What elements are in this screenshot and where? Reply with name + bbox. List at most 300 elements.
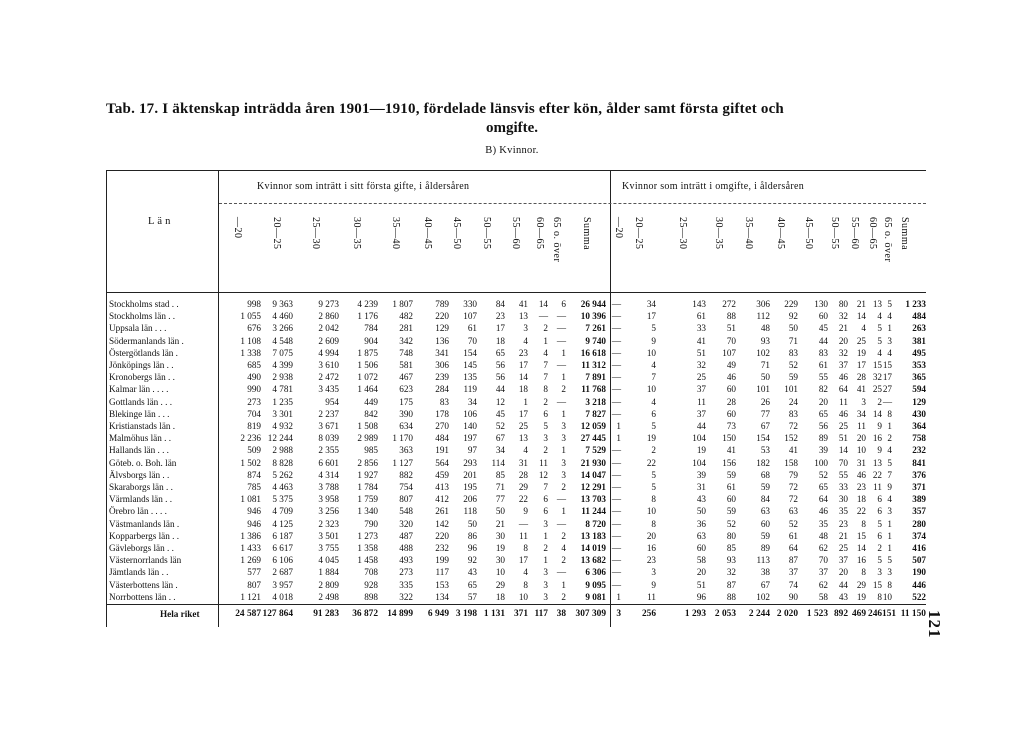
count-cell: 23 — [856, 482, 866, 492]
count-cell: 201 — [463, 469, 477, 480]
count-cell: 32 — [838, 347, 848, 358]
count-cell: — — [611, 396, 621, 407]
count-cell: 3 — [877, 567, 882, 578]
summa-remarriage-cell: 11 150 — [900, 609, 926, 619]
count-cell: 34 — [467, 396, 477, 407]
count-cell: 9 — [877, 445, 882, 456]
count-cell: 4 — [887, 311, 892, 322]
count-cell: 39 — [818, 445, 828, 456]
count-cell: 18 — [518, 384, 528, 395]
count-cell: 106 — [463, 408, 477, 419]
column-header: 65 o. över — [882, 217, 893, 263]
count-cell: 70 — [818, 555, 828, 566]
count-cell: 93 — [760, 335, 770, 346]
count-cell: 2 323 — [318, 518, 339, 529]
column-header: 25—30 — [310, 217, 321, 250]
count-cell: 1 — [616, 591, 621, 602]
count-cell: — — [538, 311, 548, 322]
count-cell: 90 — [788, 591, 798, 602]
summa-remarriage-cell: 389 — [912, 494, 926, 505]
count-cell: 4 709 — [272, 506, 293, 517]
count-cell: 2 — [877, 396, 882, 407]
count-cell: — — [611, 445, 621, 456]
count-cell: 490 — [247, 372, 261, 383]
count-cell: 9 — [651, 579, 656, 590]
count-cell: 41 — [726, 445, 736, 456]
count-cell: 21 — [495, 518, 505, 529]
count-cell: — — [611, 384, 621, 395]
count-cell: 5 — [887, 555, 892, 566]
count-cell: 50 — [467, 518, 477, 529]
count-cell: 87 — [726, 579, 736, 590]
count-cell: 330 — [463, 299, 477, 309]
count-cell: 785 — [247, 482, 261, 492]
count-cell: 107 — [463, 311, 477, 322]
count-cell: 6 — [877, 494, 882, 505]
count-cell: 102 — [756, 591, 770, 602]
count-cell: 60 — [726, 408, 736, 419]
summa-remarriage-cell: 129 — [912, 396, 926, 407]
count-cell: 1 072 — [357, 372, 378, 383]
count-cell: 24 587 — [235, 609, 261, 619]
summa-remarriage-cell: 190 — [912, 567, 926, 578]
count-cell: 1 784 — [357, 482, 378, 492]
count-cell: 154 — [756, 433, 770, 444]
lan-name: Blekinge län . . . — [109, 408, 170, 419]
count-cell: 928 — [364, 579, 378, 590]
count-cell: 685 — [247, 360, 261, 370]
count-cell: — — [611, 494, 621, 505]
count-cell: 31 — [696, 482, 706, 492]
count-cell: 107 — [722, 347, 736, 358]
count-cell: 3 256 — [318, 506, 339, 517]
count-cell: 708 — [364, 567, 378, 578]
count-cell: 197 — [463, 433, 477, 444]
count-cell: 29 — [856, 579, 866, 590]
count-cell: — — [611, 372, 621, 383]
count-cell: 74 — [788, 579, 798, 590]
count-cell: — — [611, 360, 621, 370]
count-cell: 898 — [364, 591, 378, 602]
table-row — [0, 371, 1024, 383]
count-cell: — — [611, 482, 621, 492]
count-cell: 43 — [838, 591, 848, 602]
count-cell: 2 355 — [318, 445, 339, 456]
count-cell: 2 — [561, 530, 566, 541]
summa-remarriage-cell: 416 — [912, 543, 926, 553]
count-cell: 86 — [467, 530, 477, 541]
count-cell: 92 — [467, 555, 477, 566]
count-cell: 842 — [364, 408, 378, 419]
count-cell: 8 039 — [318, 433, 339, 444]
count-cell: 22 — [518, 494, 528, 505]
table-row — [0, 554, 1024, 566]
count-cell: 1 508 — [357, 421, 378, 431]
count-cell: 2 — [651, 445, 656, 456]
summa-first-cell: 13 703 — [580, 494, 606, 505]
count-cell: 1 — [887, 530, 892, 541]
count-cell: 19 — [696, 445, 706, 456]
count-cell: 1 — [523, 396, 528, 407]
table-top-rule — [106, 170, 926, 171]
count-cell: 10 — [518, 591, 528, 602]
count-cell: 55 — [818, 372, 828, 383]
summa-first-cell: 9 081 — [585, 591, 606, 602]
count-cell: 11 — [539, 457, 548, 468]
table-row — [0, 347, 1024, 359]
count-cell: 88 — [726, 591, 736, 602]
count-cell: 1 433 — [240, 543, 261, 553]
count-cell: — — [611, 543, 621, 553]
lan-name: Östergötlands län . — [109, 347, 178, 358]
count-cell: 882 — [399, 469, 413, 480]
count-cell: 63 — [696, 530, 706, 541]
count-cell: — — [556, 335, 566, 346]
count-cell: 3 671 — [318, 421, 339, 431]
count-cell: 790 — [364, 518, 378, 529]
count-cell: — — [882, 396, 892, 407]
count-cell: 51 — [696, 347, 706, 358]
count-cell: 11 — [873, 482, 882, 492]
count-cell: 28 — [856, 372, 866, 383]
summa-remarriage-cell: 1 233 — [905, 299, 926, 309]
count-cell: 3 — [543, 579, 548, 590]
count-cell: — — [556, 494, 566, 505]
total-top-rule — [106, 604, 926, 605]
count-cell: 114 — [491, 457, 505, 468]
count-cell: 4 — [887, 347, 892, 358]
count-cell: 1 — [543, 555, 548, 566]
count-cell: 4 125 — [272, 518, 293, 529]
table-row — [0, 579, 1024, 591]
count-cell: 52 — [726, 518, 736, 529]
summa-first-cell: 9 740 — [585, 335, 606, 346]
count-cell: 9 — [523, 506, 528, 517]
count-cell: 4 — [523, 567, 528, 578]
count-cell: 14 — [838, 445, 848, 456]
count-cell: 577 — [247, 567, 261, 578]
count-cell: 564 — [435, 457, 449, 468]
count-cell: 246 — [868, 609, 883, 619]
column-header: —20 — [232, 217, 243, 239]
count-cell: 272 — [722, 299, 736, 309]
count-cell: 3 — [887, 335, 892, 346]
column-header: 35—40 — [743, 217, 754, 250]
count-cell: 11 — [857, 421, 866, 431]
count-cell: 270 — [435, 421, 449, 431]
summa-first-cell: 8 720 — [585, 518, 606, 529]
lan-name: Västmanlands län . — [109, 518, 180, 529]
count-cell: 2 237 — [318, 408, 339, 419]
count-cell: 4 — [861, 323, 866, 334]
count-cell: 156 — [722, 457, 736, 468]
count-cell: 129 — [435, 323, 449, 334]
count-cell: 134 — [435, 591, 449, 602]
lan-name: Kalmar län . . . . — [109, 384, 169, 395]
count-cell: 36 — [696, 518, 706, 529]
summa-remarriage-cell: 365 — [912, 372, 926, 383]
count-cell: — — [611, 323, 621, 334]
count-cell: 874 — [247, 469, 261, 480]
count-cell: 60 — [818, 311, 828, 322]
count-cell: 44 — [818, 335, 828, 346]
count-cell: 6 — [543, 494, 548, 505]
count-cell: 16 — [856, 555, 866, 566]
column-header: 50—55 — [829, 217, 840, 250]
count-cell: 51 — [726, 323, 736, 334]
count-cell: 30 — [495, 530, 505, 541]
count-cell: 4 — [877, 347, 882, 358]
group-header-first-marriage: Kvinnor som inträtt i sitt första gifte, i åldersåren — [257, 181, 470, 192]
table-row — [0, 481, 1024, 493]
count-cell: 61 — [696, 311, 706, 322]
count-cell: 17 — [495, 323, 505, 334]
column-header: 45—50 — [803, 217, 814, 250]
summa-remarriage-cell: 374 — [912, 530, 926, 541]
lan-name: Kopparbergs län . . — [109, 530, 179, 541]
count-cell: 892 — [833, 609, 848, 619]
count-cell: 1 — [561, 372, 566, 383]
count-cell: 21 — [856, 299, 866, 309]
count-cell: 6 — [651, 408, 656, 419]
summa-first-cell: 6 306 — [585, 567, 606, 578]
count-cell: 4 018 — [272, 591, 293, 602]
count-cell: 45 — [495, 408, 505, 419]
count-cell: 676 — [247, 323, 261, 334]
count-cell: 4 548 — [272, 335, 293, 346]
table-title-continuation: omgifte. — [485, 120, 539, 136]
count-cell: 87 — [788, 555, 798, 566]
count-cell: 41 — [696, 335, 706, 346]
count-cell: 2 809 — [318, 579, 339, 590]
count-cell: 104 — [692, 457, 706, 468]
count-cell: 65 — [818, 482, 828, 492]
column-header: 30—35 — [351, 217, 362, 250]
count-cell: 119 — [463, 384, 477, 395]
count-cell: 2 — [877, 543, 882, 553]
table-row — [0, 530, 1024, 542]
count-cell: 8 — [523, 579, 528, 590]
count-cell: 52 — [788, 518, 798, 529]
count-cell: 182 — [756, 457, 770, 468]
count-cell: 281 — [399, 323, 413, 334]
count-cell: 8 — [651, 494, 656, 505]
count-cell: 11 — [839, 396, 848, 407]
count-cell: 9 273 — [318, 299, 339, 309]
count-cell: 9 363 — [272, 299, 293, 309]
count-cell: — — [556, 311, 566, 322]
count-cell: 954 — [325, 396, 339, 407]
count-cell: 1 235 — [272, 396, 293, 407]
count-cell: 3 — [561, 421, 566, 431]
count-cell: 634 — [399, 421, 413, 431]
count-cell: 4 — [887, 494, 892, 505]
count-cell: 9 — [887, 482, 892, 492]
count-cell: 96 — [467, 543, 477, 553]
count-cell: 15 — [872, 579, 882, 590]
count-cell: 229 — [784, 299, 798, 309]
column-header: 50—55 — [481, 217, 492, 250]
count-cell: 112 — [756, 311, 770, 322]
count-cell: 1 — [561, 347, 566, 358]
count-cell: 239 — [435, 372, 449, 383]
count-cell: 10 — [495, 567, 505, 578]
count-cell: 3 788 — [318, 482, 339, 492]
count-cell: 73 — [726, 421, 736, 431]
count-cell: 67 — [495, 433, 505, 444]
count-cell: 3 — [543, 433, 548, 444]
count-cell: 50 — [788, 323, 798, 334]
summa-first-cell: 12 059 — [580, 421, 606, 431]
count-cell: 32 — [872, 372, 882, 383]
count-cell: 1 — [887, 323, 892, 334]
count-cell: 220 — [435, 311, 449, 322]
count-cell: 1 502 — [240, 457, 261, 468]
table-row — [0, 432, 1024, 444]
count-cell: 320 — [399, 518, 413, 529]
count-cell: 93 — [726, 555, 736, 566]
count-cell: 35 — [838, 506, 848, 517]
count-cell: 92 — [788, 311, 798, 322]
column-header: 40—45 — [775, 217, 786, 250]
lan-name: Hallands län . . . — [109, 445, 169, 456]
count-cell: 1 — [561, 445, 566, 456]
count-cell: 2 236 — [240, 433, 261, 444]
count-cell: 206 — [463, 494, 477, 505]
count-cell: 8 — [523, 543, 528, 553]
count-cell: 57 — [467, 591, 477, 602]
count-cell: 4 314 — [318, 469, 339, 480]
count-cell: 4 460 — [272, 311, 293, 322]
count-cell: — — [518, 518, 528, 529]
count-cell: 19 — [495, 543, 505, 553]
count-cell: 46 — [856, 469, 866, 480]
lan-name: Göteb. o. Boh. län — [109, 457, 177, 468]
count-cell: 1 — [561, 579, 566, 590]
summa-remarriage-cell: 371 — [912, 482, 926, 492]
count-cell: 56 — [495, 360, 505, 370]
count-cell: 341 — [435, 347, 449, 358]
count-cell: 3 — [543, 567, 548, 578]
header-bottom-rule — [106, 292, 926, 293]
count-cell: 33 — [838, 482, 848, 492]
count-cell: 2 244 — [748, 609, 770, 619]
column-header: 55—60 — [510, 217, 521, 250]
count-cell: 20 — [696, 567, 706, 578]
count-cell: 22 — [872, 469, 882, 480]
group-header-remarriage: Kvinnor som inträtt i omgifte, i åldersåren — [622, 181, 805, 192]
count-cell: 61 — [818, 360, 828, 370]
count-cell: 58 — [696, 555, 706, 566]
count-cell: 158 — [784, 457, 798, 468]
count-cell: 2 472 — [318, 372, 339, 383]
summa-first-cell: 12 291 — [580, 482, 606, 492]
count-cell: 488 — [399, 543, 413, 553]
count-cell: 11 — [519, 530, 528, 541]
count-cell: — — [611, 408, 621, 419]
count-cell: 1 — [616, 433, 621, 444]
count-cell: 16 — [872, 433, 882, 444]
count-cell: 293 — [463, 457, 477, 468]
count-cell: 100 — [814, 457, 828, 468]
count-cell: 10 — [882, 591, 892, 602]
count-cell: 3 — [861, 396, 866, 407]
summa-first-cell: 26 944 — [580, 299, 606, 309]
summa-first-cell: 9 095 — [585, 579, 606, 590]
lan-name: Västerbottens län . — [109, 579, 178, 590]
count-cell: — — [556, 396, 566, 407]
lan-name: Kristianstads län . — [109, 421, 176, 431]
count-cell: 44 — [696, 421, 706, 431]
summa-remarriage-cell: 430 — [912, 408, 926, 419]
count-cell: 8 — [887, 579, 892, 590]
count-cell: 3 — [561, 469, 566, 480]
count-cell: 79 — [788, 469, 798, 480]
count-cell: 34 — [495, 445, 505, 456]
count-cell: 46 — [838, 372, 848, 383]
count-cell: 178 — [435, 408, 449, 419]
count-cell: 20 — [646, 530, 656, 541]
count-cell: 51 — [838, 433, 848, 444]
summa-first-cell: 14 047 — [580, 469, 606, 480]
count-cell: 10 — [646, 384, 656, 395]
count-cell: 24 — [788, 396, 798, 407]
count-cell: 3 — [651, 567, 656, 578]
count-cell: 1 131 — [483, 609, 505, 619]
count-cell: 130 — [814, 299, 828, 309]
count-cell: 5 — [543, 421, 548, 431]
count-cell: 1 506 — [357, 360, 378, 370]
count-cell: 998 — [247, 299, 261, 309]
count-cell: 152 — [784, 433, 798, 444]
count-cell: — — [611, 530, 621, 541]
count-cell: 484 — [435, 433, 449, 444]
column-header: —20 — [613, 217, 624, 239]
count-cell: 12 — [495, 396, 505, 407]
count-cell: 623 — [399, 384, 413, 395]
count-cell: 19 — [856, 591, 866, 602]
column-header: 45—50 — [451, 217, 462, 250]
count-cell: 7 075 — [272, 347, 293, 358]
count-cell: 38 — [760, 567, 770, 578]
count-cell: 46 — [838, 408, 848, 419]
count-cell: — — [611, 299, 621, 309]
count-cell: 6 106 — [272, 555, 293, 566]
count-cell: 48 — [818, 530, 828, 541]
count-cell: 33 — [696, 323, 706, 334]
count-cell: 39 — [696, 469, 706, 480]
count-cell: 4 045 — [318, 555, 339, 566]
count-cell: 60 — [760, 518, 770, 529]
count-cell: 1 875 — [357, 347, 378, 358]
count-cell: 413 — [435, 482, 449, 492]
count-cell: 37 — [818, 567, 828, 578]
count-cell: 67 — [760, 421, 770, 431]
count-cell: — — [611, 311, 621, 322]
count-cell: 7 — [651, 372, 656, 383]
count-cell: 80 — [838, 299, 848, 309]
count-cell: 101 — [756, 384, 770, 395]
table-title: Tab. 17. I äktenskap inträdda åren 1901—1910, fördelade länsvis efter kön, ålder samt första giftet och — [106, 101, 784, 117]
count-cell: 3 — [543, 591, 548, 602]
count-cell: 72 — [788, 494, 798, 505]
count-cell: 61 — [467, 323, 477, 334]
count-cell: 7 — [543, 482, 548, 492]
count-cell: 43 — [467, 567, 477, 578]
count-cell: 51 — [696, 579, 706, 590]
summa-first-cell: 7 529 — [585, 445, 606, 456]
lan-name: Gävleborgs län . . — [109, 543, 174, 553]
